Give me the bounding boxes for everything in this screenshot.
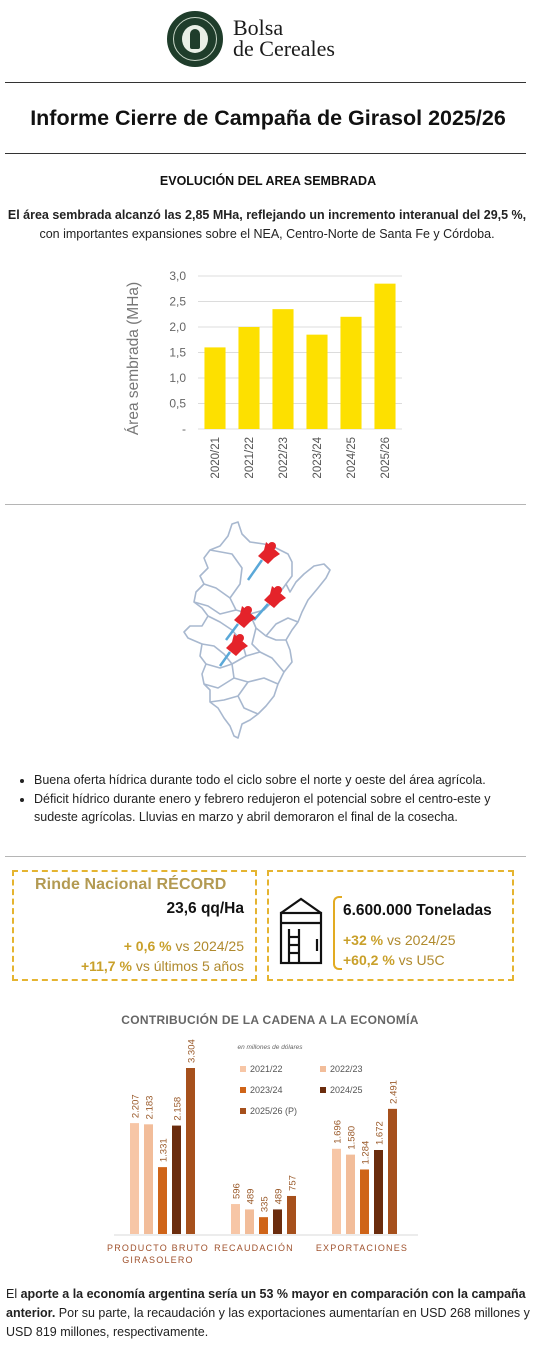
economy-chart-subtitle: en millones de dólares <box>237 1044 303 1051</box>
pushpin-icon <box>248 542 280 580</box>
list-item: • Déficit hídrico durante enero y febrero redujeron el potencial sobre el centro-este y sudeste agrícolas. Lluvias en marzo y abril demoraron el final de la cosecha. <box>34 790 520 827</box>
economy-data-label: 2.183 <box>144 1095 156 1120</box>
economy-category-label: RECAUDACIÓN <box>214 1243 294 1253</box>
header-rule-bottom <box>5 153 526 154</box>
map-border <box>204 584 230 598</box>
x-tick-label: 2022/23 <box>278 437 290 479</box>
area-section-heading: EVOLUCIÓN DEL AREA SEMBRADA <box>159 174 377 188</box>
economy-data-label: 489 <box>273 1188 285 1205</box>
economy-bar <box>130 1123 139 1234</box>
yield-change-1-ref: vs 2024/25 <box>171 938 244 954</box>
page-title: Informe Cierre de Campaña de Girasol 2025/26 <box>30 106 506 130</box>
x-tick-label: 2023/24 <box>312 437 324 479</box>
region-map <box>180 518 340 748</box>
logo-wordmark <box>233 17 335 59</box>
area-bar <box>374 284 395 429</box>
production-change-1-pct: +32 % <box>343 932 384 948</box>
logo-seal <box>167 11 223 67</box>
x-tick-label: 2021/22 <box>244 437 256 479</box>
yield-change-2 <box>0 958 244 974</box>
economy-data-label: 489 <box>245 1188 257 1205</box>
economy-data-label: 2.158 <box>172 1096 184 1121</box>
economy-bar <box>231 1204 240 1234</box>
list-item: • Buena oferta hídrica durante todo el ciclo sobre el norte y oeste del área agrícola. <box>34 771 520 790</box>
economy-bar <box>186 1068 195 1234</box>
economy-data-label: 1.580 <box>346 1125 358 1150</box>
economy-bar <box>346 1155 355 1234</box>
map-border <box>204 678 234 688</box>
y-tick-label: 2,5 <box>169 294 186 309</box>
legend-swatch <box>240 1087 246 1093</box>
economy-bar <box>259 1217 268 1234</box>
y-tick-label: 2,0 <box>169 320 186 334</box>
economy-data-label: 335 <box>259 1196 271 1213</box>
area-bar <box>238 327 259 429</box>
area-bar <box>340 317 361 429</box>
map-border <box>238 696 258 714</box>
production-value: 6.600.000 Toneladas <box>343 902 492 919</box>
legend-swatch <box>240 1108 246 1114</box>
closing-bold: aporte a la economía argentina sería un 53 % mayor en comparación con la campaña anterior. <box>6 1287 526 1320</box>
economy-data-label: 1.331 <box>158 1138 170 1163</box>
y-tick-label: 0,5 <box>169 396 186 411</box>
economy-category-label: PRODUCTO BRUTO GIRASOLERO <box>107 1243 209 1265</box>
map-border <box>194 602 236 614</box>
economy-data-label: 2.207 <box>130 1094 142 1119</box>
y-tick-label: 1,5 <box>169 345 186 360</box>
logo-line2: de Cereales <box>233 36 335 61</box>
yield-value: 23,6 qq/Ha <box>166 900 244 917</box>
area-intro-bold: El área sembrada alcanzó las 2,85 MHa, reflejando un incremento interanual del 29,5 %, <box>7 208 527 222</box>
economy-data-label: 2.491 <box>388 1080 400 1104</box>
map-border <box>206 664 232 668</box>
closing-rest: Por su parte, la recaudación y las exportaciones aumentarían en USD 268 millones y USD 819 millones, respectivamente. <box>6 1306 530 1339</box>
yield-change-1-pct: + 0,6 % <box>123 938 172 954</box>
y-axis-label: Área sembrada (MHa) <box>125 281 142 436</box>
economy-category-label: EXPORTACIONES <box>315 1243 409 1253</box>
y-tick-label: 1,0 <box>169 371 186 385</box>
header-rule-top <box>5 82 526 83</box>
y-tick-label: 3,0 <box>169 269 186 283</box>
economy-bar <box>388 1109 397 1234</box>
yield-title: Rinde Nacional RÉCORD <box>35 876 227 893</box>
economy-bar <box>245 1209 254 1234</box>
divider-2 <box>5 856 526 857</box>
economy-bar <box>172 1126 181 1234</box>
area-bar <box>306 335 327 429</box>
pushpin-icon <box>254 586 286 620</box>
economy-data-label: 3.304 <box>186 1039 198 1063</box>
area-intro-rest: con importantes expansiones sobre el NEA, Centro-Norte de Santa Fe y Córdoba. <box>39 227 495 241</box>
area-chart <box>110 262 420 494</box>
economy-bar <box>360 1169 369 1234</box>
economy-data-label: 1.696 <box>332 1120 344 1144</box>
legend-swatch <box>320 1087 326 1093</box>
divider-1 <box>5 504 526 505</box>
map-border <box>232 664 278 684</box>
economy-data-label: 1.672 <box>374 1121 386 1145</box>
x-tick-label: 2020/21 <box>210 437 222 479</box>
y-tick-label: - <box>182 422 186 436</box>
economy-bar <box>374 1150 383 1234</box>
economy-bar <box>273 1209 282 1234</box>
area-bar <box>204 347 225 429</box>
production-brace <box>333 896 342 970</box>
yield-change-2-pct: +11,7 % <box>80 958 132 974</box>
map-border <box>252 628 260 652</box>
legend-swatch <box>320 1066 326 1072</box>
area-bar <box>272 309 293 429</box>
yield-change-1 <box>0 938 244 954</box>
area-intro-text <box>6 206 528 244</box>
economy-bar <box>332 1149 341 1234</box>
x-tick-label: 2025/26 <box>380 437 392 479</box>
closing-paragraph <box>6 1285 530 1342</box>
economy-data-label: 1.284 <box>360 1140 372 1165</box>
silo-icon <box>277 895 325 969</box>
legend-label: 2023/24 <box>250 1085 283 1095</box>
legend-swatch <box>240 1066 246 1072</box>
economy-data-label: 596 <box>231 1183 243 1200</box>
closing-pre: El <box>6 1287 21 1301</box>
yield-change-2-ref: vs últimos 5 años <box>131 958 244 974</box>
economy-chart-title: CONTRIBUCIÓN DE LA CADENA A LA ECONOMÍA <box>121 1013 419 1027</box>
production-change-1-ref: vs 2024/25 <box>383 932 456 948</box>
legend-label: 2024/25 <box>330 1085 363 1095</box>
economy-bar <box>287 1196 296 1234</box>
production-change-2 <box>343 952 445 968</box>
legend-label: 2021/22 <box>250 1064 283 1074</box>
production-change-1 <box>343 932 455 948</box>
production-change-2-ref: vs U5C <box>394 952 445 968</box>
x-tick-label: 2024/25 <box>346 437 358 479</box>
economy-data-label: 757 <box>287 1175 299 1191</box>
findings-list <box>34 771 520 827</box>
production-change-2-pct: +60,2 % <box>343 952 395 968</box>
map-border <box>210 682 248 702</box>
legend-label: 2025/26 (P) <box>250 1106 298 1116</box>
economy-bar <box>144 1124 153 1234</box>
legend-label: 2022/23 <box>330 1064 363 1074</box>
map-outline <box>184 522 330 738</box>
logo-line1: Bolsa <box>233 15 284 40</box>
map-border <box>266 618 298 636</box>
economy-bar <box>158 1167 167 1234</box>
